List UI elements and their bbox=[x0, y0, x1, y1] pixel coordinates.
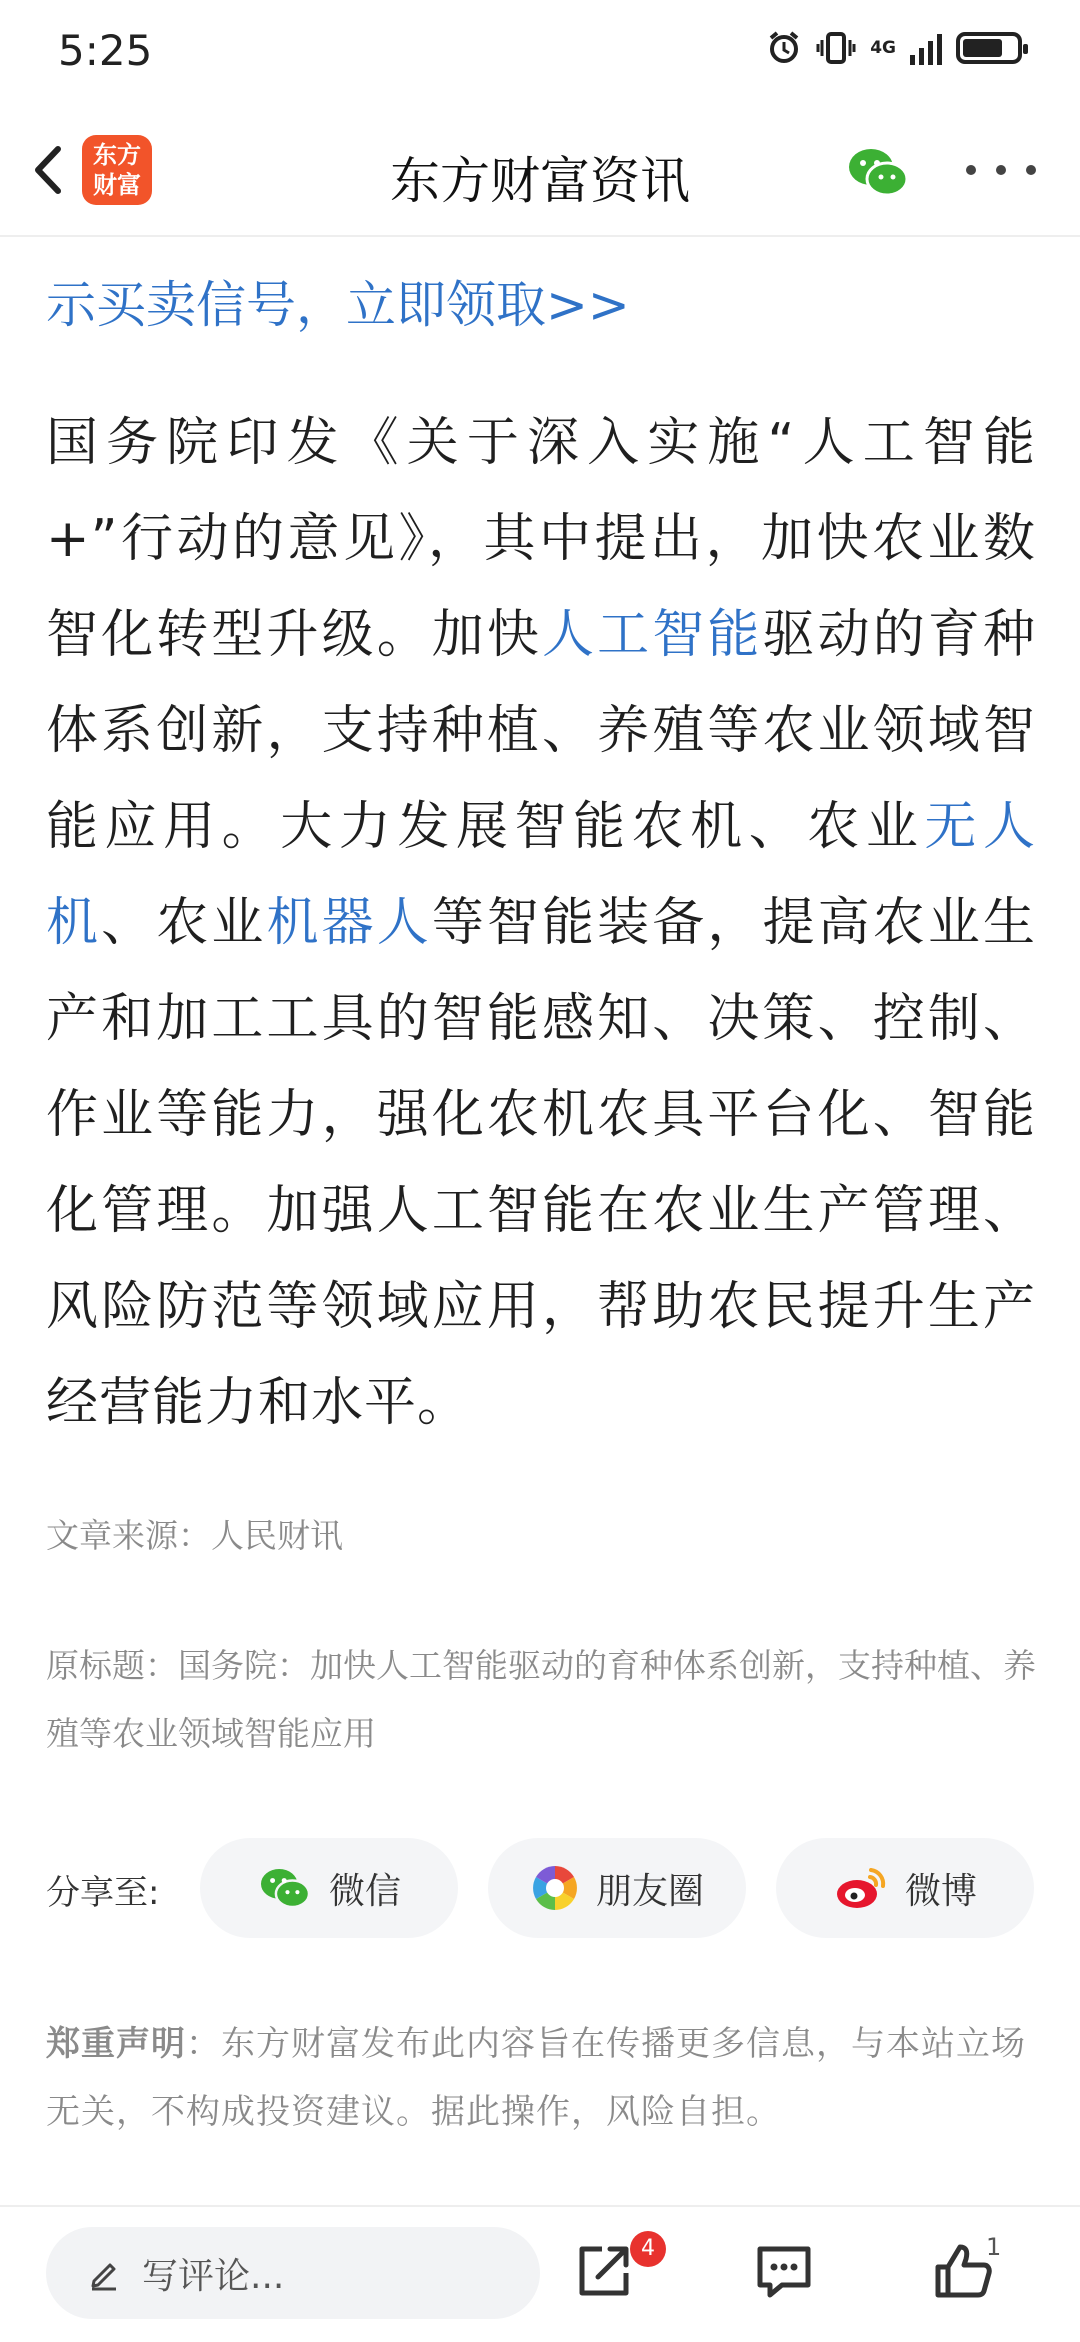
moments-icon bbox=[530, 1863, 580, 1913]
share-moments-button[interactable]: 朋友圈 bbox=[488, 1838, 746, 1938]
page-title: 东方财富资讯 bbox=[390, 152, 690, 210]
stock-link-ai[interactable]: 人工智能 bbox=[542, 605, 763, 665]
network-type: 4G bbox=[870, 38, 896, 58]
weibo-icon bbox=[833, 1864, 889, 1912]
promo-link[interactable]: 示买卖信号，立即领取>> bbox=[46, 276, 630, 334]
stock-link-drone[interactable]: 无人机 bbox=[46, 797, 1036, 953]
status-bar bbox=[0, 0, 1080, 105]
share-count-badge: 4 bbox=[630, 2231, 666, 2267]
article-body: 国务院印发《关于深入实施“人工智能+”行动的意见》，其中提出，加快农业数智化转型升级。加快人工智能驱动的育种体系创新，支持种植、养殖等农业领域智能应用。大力发展智能农机、农业无人机、农业机器人等智能装备，提高农业生产和加工工具的智能感知、决策、控制、作业等能力，强化农机农具平台化、智能化管理。加强人工智能在农业生产管理、风险防范等领域应用，帮助农民提升生产经营能力和水平。 bbox=[46, 413, 1036, 1433]
comment-icon[interactable] bbox=[752, 2239, 816, 2303]
share-weibo-button[interactable]: 微博 bbox=[776, 1838, 1034, 1938]
app-logo: 东方 财富 bbox=[82, 135, 152, 205]
nav-bar bbox=[0, 105, 1080, 237]
original-title: 原标题：国务院：加快人工智能驱动的育种体系创新，支持种植、养殖等农业领域智能应用 bbox=[46, 1646, 1036, 1753]
wechat-icon bbox=[257, 1864, 313, 1912]
disclaimer-text: ：东方财富发布此内容旨在传播更多信息，与本站立场无关，不构成投资建议。据此操作，风险自担。 bbox=[46, 2024, 1026, 2132]
status-icons bbox=[766, 30, 1022, 66]
share-icon[interactable] bbox=[572, 2239, 636, 2303]
alarm-icon bbox=[766, 30, 802, 66]
vibrate-icon bbox=[816, 30, 856, 66]
pencil-icon bbox=[86, 2255, 122, 2291]
bottom-bar bbox=[0, 2205, 1080, 2342]
battery-icon bbox=[956, 32, 1022, 64]
share-label: 分享至: bbox=[46, 1873, 160, 1913]
dot-icon bbox=[1026, 165, 1036, 175]
dot-icon bbox=[996, 165, 1006, 175]
signal-icon bbox=[910, 31, 942, 65]
like-count: 1 bbox=[986, 2233, 1002, 2261]
comment-placeholder: 写评论... bbox=[142, 2255, 285, 2297]
disclaimer bbox=[46, 2010, 1036, 2146]
disclaimer-title: 郑重声明 bbox=[46, 2024, 186, 2064]
wechat-share-icon[interactable] bbox=[845, 143, 911, 201]
stock-link-robot[interactable]: 机器人 bbox=[266, 893, 432, 953]
article-source: 文章来源：人民财讯 bbox=[46, 1516, 343, 1555]
comment-input[interactable] bbox=[46, 2227, 540, 2319]
dot-icon bbox=[966, 165, 976, 175]
more-options-button[interactable] bbox=[966, 145, 1036, 195]
share-wechat-button[interactable]: 微信 bbox=[200, 1838, 458, 1938]
status-time: 5:25 bbox=[58, 26, 153, 75]
